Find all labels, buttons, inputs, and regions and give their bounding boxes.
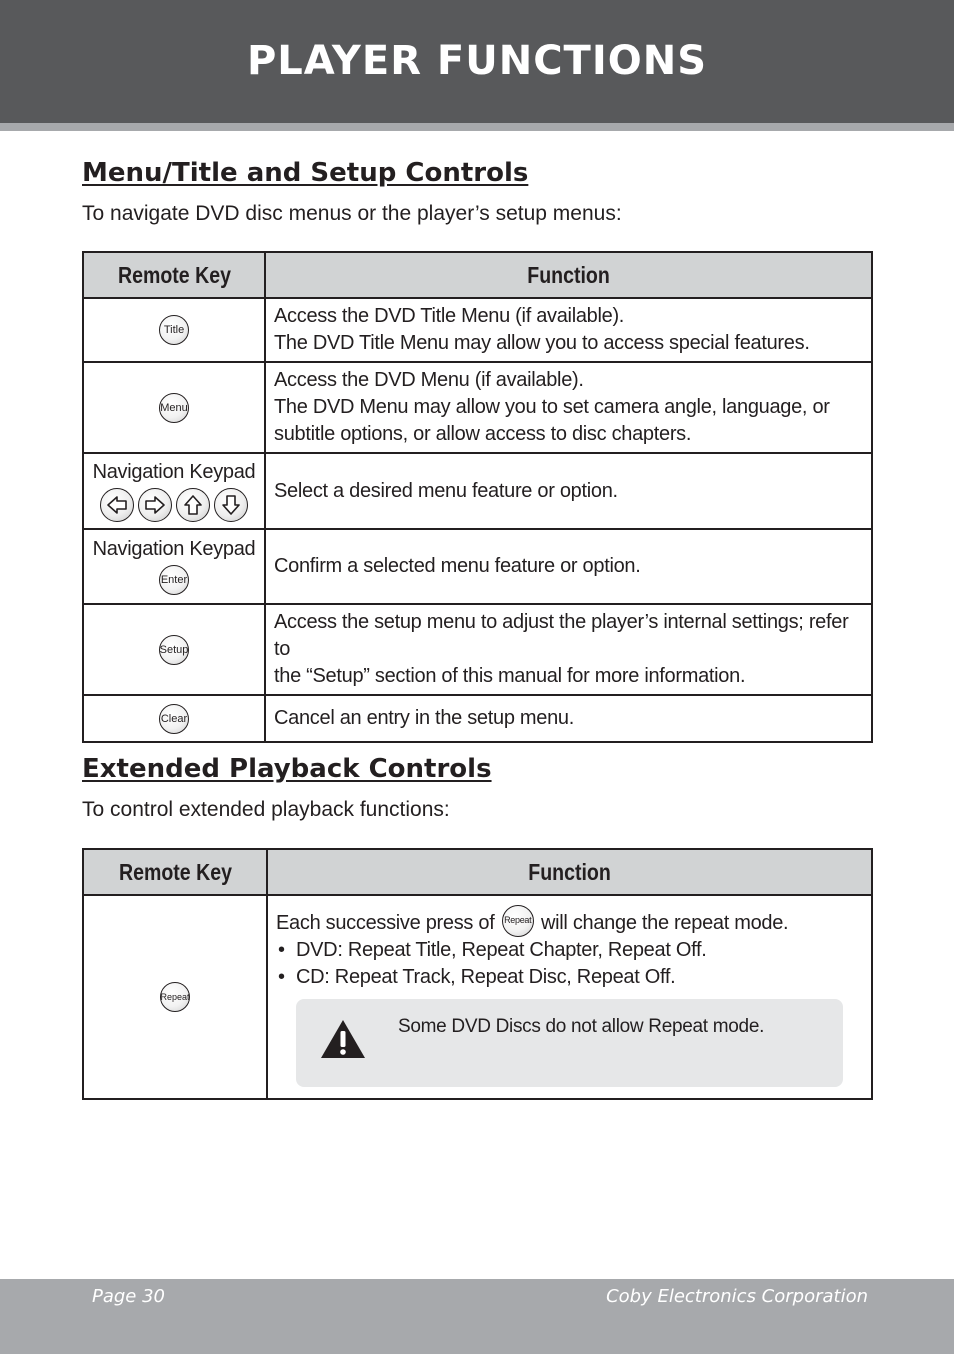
table-row <box>83 895 872 1099</box>
warning-icon <box>318 1017 368 1069</box>
left-arrow-icon <box>100 488 134 522</box>
table-row <box>83 453 872 529</box>
column-header-function <box>265 252 872 298</box>
function-text: The DVD Menu may allow you to set camera angle, language, or <box>274 396 830 418</box>
function-text: Cancel an entry in the setup menu. <box>274 707 574 729</box>
remote-key-cell <box>83 695 265 742</box>
function-cell <box>265 298 872 362</box>
column-header-remote-key <box>83 849 267 895</box>
function-cell <box>267 895 872 1099</box>
page-title: PLAYER FUNCTIONS <box>246 38 708 84</box>
menu-button-icon: Menu <box>159 393 189 423</box>
note-box <box>296 999 843 1087</box>
table-header-row <box>83 849 872 895</box>
section-intro-extended-playback: To control extended playback functions: <box>82 798 450 821</box>
column-header-label: Remote Key <box>117 261 231 288</box>
remote-key-cell <box>83 604 265 695</box>
function-cell <box>265 453 872 529</box>
repeat-mode-list <box>276 937 863 991</box>
table-header-row <box>83 252 872 298</box>
table-row <box>83 298 872 362</box>
function-text-repeat <box>276 910 863 937</box>
function-text: Each successive press of <box>276 912 495 934</box>
remote-key-cell <box>83 895 267 1099</box>
section-title-menu-setup: Menu/Title and Setup Controls <box>82 158 529 188</box>
column-header-function <box>267 849 872 895</box>
column-header-remote-key <box>83 252 265 298</box>
table-row <box>83 529 872 604</box>
remote-key-cell <box>83 529 265 604</box>
page-footer <box>0 1279 954 1354</box>
function-text: will change the repeat mode. <box>541 912 789 934</box>
clear-button-icon: Clear <box>159 704 189 734</box>
down-arrow-icon <box>214 488 248 522</box>
table-row <box>83 362 872 453</box>
page-header <box>0 0 954 131</box>
column-header-label: Remote Key <box>118 858 232 885</box>
page-number: Page 30 <box>92 1286 166 1307</box>
table-row <box>83 604 872 695</box>
function-text: Select a desired menu feature or option. <box>274 479 618 502</box>
function-cell <box>265 604 872 695</box>
list-item: • DVD: Repeat Title, Repeat Chapter, Repeat Off. <box>276 937 863 964</box>
up-arrow-icon <box>176 488 210 522</box>
function-cell <box>265 362 872 453</box>
function-text: subtitle options, or allow access to disc chapters. <box>274 423 692 445</box>
key-label: Navigation Keypad <box>92 460 256 483</box>
table-row <box>83 695 872 742</box>
function-text: Access the setup menu to adjust the player’s internal settings; refer to <box>274 611 849 660</box>
repeat-button-icon: Repeat <box>160 982 190 1012</box>
column-header-label: Function <box>527 261 610 288</box>
company-name: Coby Electronics Corporation <box>606 1286 868 1307</box>
setup-button-icon: Setup <box>159 635 189 665</box>
function-cell <box>265 529 872 604</box>
function-text: Access the DVD Title Menu (if available). <box>274 305 625 327</box>
note-text: Some DVD Discs do not allow Repeat mode. <box>398 1016 765 1037</box>
function-text: Access the DVD Menu (if available). <box>274 369 584 391</box>
section-title-extended-playback: Extended Playback Controls <box>82 754 492 784</box>
remote-key-cell <box>83 362 265 453</box>
list-item: • CD: Repeat Track, Repeat Disc, Repeat Off. <box>276 964 863 991</box>
menu-setup-controls-table <box>82 251 873 743</box>
function-text: Confirm a selected menu feature or option. <box>274 555 641 577</box>
function-text: the “Setup” section of this manual for more information. <box>274 665 746 687</box>
title-button-icon: Title <box>159 315 189 345</box>
function-text: The DVD Title Menu may allow you to access special features. <box>274 332 810 354</box>
column-header-label: Function <box>528 858 611 885</box>
remote-key-cell <box>83 453 265 529</box>
key-label: Navigation Keypad <box>92 538 256 560</box>
repeat-button-icon: Repeat <box>502 905 534 937</box>
extended-playback-controls-table <box>82 848 873 1100</box>
section-intro-menu-setup: To navigate DVD disc menus or the player’s setup menus: <box>82 202 622 225</box>
function-cell <box>265 695 872 742</box>
navigation-keypad-icons <box>85 488 263 522</box>
enter-button-icon: Enter <box>159 565 189 595</box>
remote-key-cell <box>83 298 265 362</box>
right-arrow-icon <box>138 488 172 522</box>
